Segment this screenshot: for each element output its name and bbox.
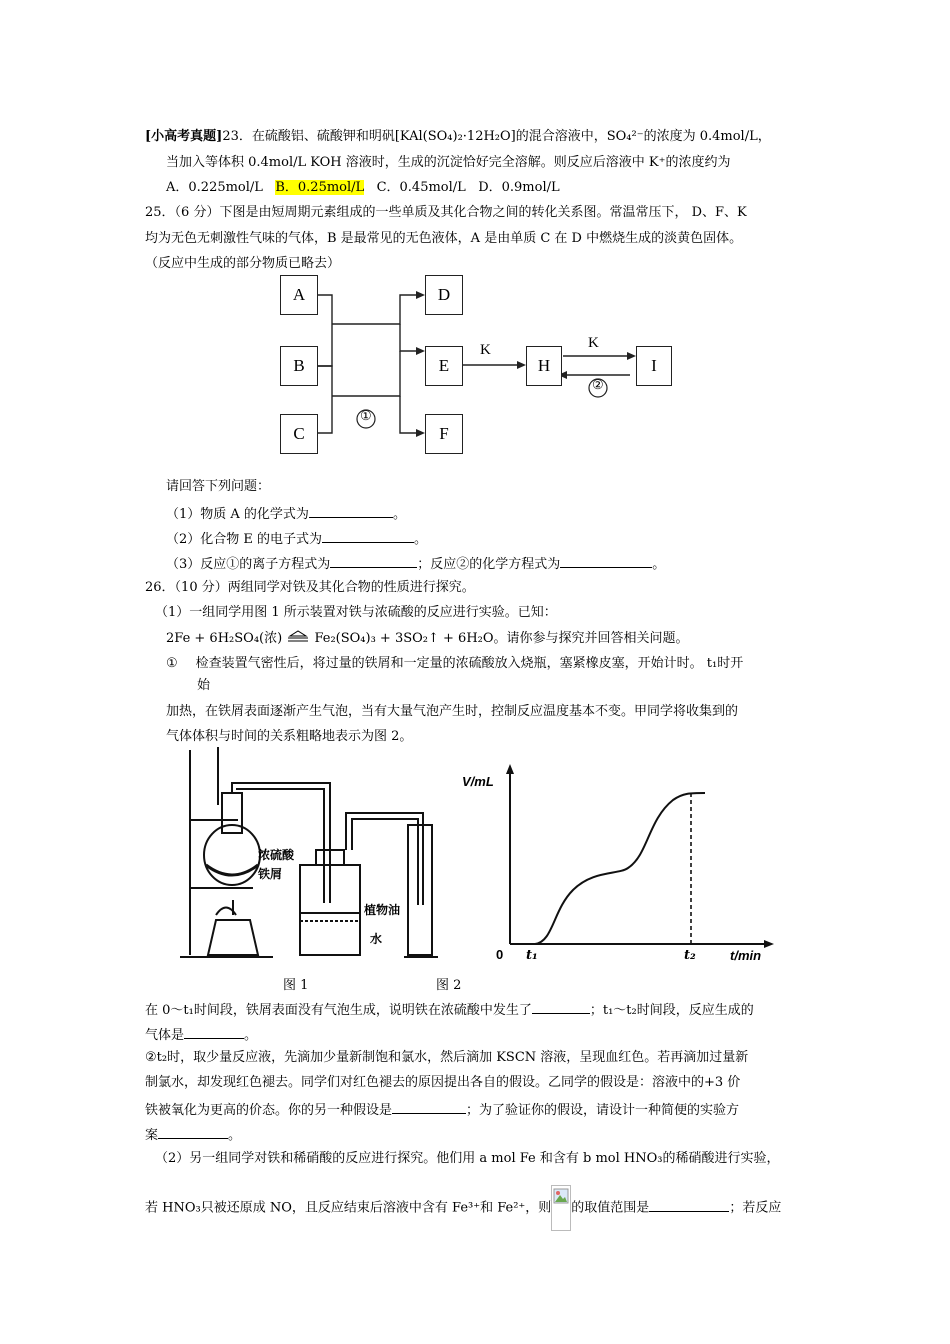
q25-sub2 [166,528,427,549]
equation-left: 2Fe + 6H₂SO₄(浓) [166,631,283,646]
answer-blank-6[interactable] [184,1024,244,1039]
figure-2-graph [458,760,778,970]
q23-option-a: A．0.225mol/L [166,180,263,195]
node-c: C [280,414,318,454]
answer-blank-9[interactable] [649,1197,729,1212]
q25-line3: （反应中生成的部分物质已略去） [145,256,341,271]
q26-p3a: （2）另一组同学对铁和稀硝酸的反应进行探究。他们用 a mol Fe 和含有 b mol HNO₃的稀硝酸进行实验， [155,1151,780,1166]
broken-image-icon [551,1185,571,1231]
p3b-end: ；若反应 [729,1200,782,1216]
node-i: I [636,346,672,386]
q25-sub3b-text: ；反应②的化学方程式为 [417,557,561,572]
answer-blank-8[interactable] [158,1124,228,1139]
answer-blank-3[interactable] [330,553,417,568]
q23-line2: 当加入等体积 0.4mol/L KOH 溶液时，生成的沉淀恰好完全溶解。则反应后溶液中 K⁺的浓度约为 [166,155,731,170]
q25-sub2-text: （2）化合物 E 的电子式为 [166,532,323,547]
q26-equation [166,630,689,648]
q25-line2: 均为无色无刺激性气味的气体，B 是最常见的无色液体，A 是由单质 C 在 D 中燃烧生成的淡黄色固体。 [145,231,743,246]
q25-sub3a-text: （3）反应①的离子方程式为 [166,557,331,572]
q23-tag: [小高考真题] [145,129,223,144]
q26-p2b: 制氯水，却发现红色褪去。同学们对红色褪去的原因提出各自的假设。乙同学的假设是：溶液中的+3 价 [145,1075,741,1090]
p3b-mid: 的取值范围是 [571,1200,650,1216]
answer-blank-4[interactable] [560,553,652,568]
q25-flow-diagram [280,272,672,455]
reaction-1-label: ① [360,409,372,424]
heating-equals-icon [286,630,310,644]
graph-x-label: t/min [730,948,762,963]
q25-prompt: 请回答下列问题： [166,479,271,494]
q26-step1 [166,655,743,673]
q23-options [166,179,560,197]
answer-blank-7[interactable] [392,1099,466,1114]
answer-blank-1[interactable] [309,503,393,518]
figure-2-caption: 图 2 [436,978,462,993]
node-e: E [425,346,463,386]
q26-step1b: 始 [197,678,211,693]
node-h: H [526,346,562,386]
graph-t1: t₁ [526,948,538,963]
graph-origin: 0 [496,947,504,962]
arrow-label-k2: K [588,335,599,351]
label-vegetable-oil: 植物油 [364,903,401,917]
node-d: D [425,275,463,315]
step1-number: ① [166,656,178,671]
q26-line2: （1）一组同学用图 1 所示装置对铁与浓硫酸的反应进行实验。已知： [155,605,557,620]
p2d-text: 案 [145,1128,159,1143]
p1c-end: 。 [244,1028,258,1043]
figure-1-apparatus [178,745,456,967]
q25-sub3-end: 。 [652,557,666,572]
q25-line1: 25．（6 分）下图是由短周期元素组成的一些单质及其化合物之间的转化关系图。常温常压下， D、F、K [145,205,747,220]
q26-p3b [145,1185,781,1231]
graph-t2: t₂ [684,948,696,963]
q25-sub1-end: 。 [392,507,406,522]
answer-blank-2[interactable] [322,528,414,543]
arrow-label-k1: K [480,342,491,358]
p2c-end: ；为了验证你的假设，请设计一种简便的实验方 [466,1103,740,1118]
equation-right: Fe₂(SO₄)₃ + 3SO₂↑ + 6H₂O。请你参与探究并回答相关问题。 [314,631,689,646]
q23-option-b: B．0.25mol/L [275,180,365,195]
answer-blank-5[interactable] [532,999,590,1014]
step1-text: 检查装置气密性后，将过量的铁屑和一定量的浓硫酸放入烧瓶，塞紧橡皮塞，开始计时。 t₁时开 [195,656,744,671]
p1c-text: 气体是 [145,1028,185,1043]
p1a-text: 在 0～t₁时间段，铁屑表面没有气泡生成，说明铁在浓硫酸中发生了 [145,1003,532,1018]
q26-p1a [145,999,754,1020]
node-b: B [280,346,318,386]
q26-p2d [145,1124,241,1145]
q25-sub2-end: 。 [414,532,428,547]
node-f: F [425,414,463,454]
q23-line1-text: 23．在硫酸铝、硫酸钾和明矾[KAl(SO₄)₂·12H₂O]的混合溶液中，SO₄²⁻的浓度为 0.4mol/L， [222,129,771,144]
q26-line1: 26．（10 分）两组同学对铁及其化合物的性质进行探究。 [145,580,475,595]
q25-sub3 [166,553,665,574]
p3b-text: 若 HNO₃只被还原成 NO，且反应结束后溶液中含有 Fe³⁺和 Fe²⁺，则 [145,1200,552,1216]
p2d-end: 。 [228,1128,242,1143]
label-water: 水 [370,932,383,946]
q26-p1c [145,1024,257,1045]
q23-line1 [145,128,771,146]
label-conc-sulfuric-acid: 浓硫酸 [258,848,295,862]
q25-sub1-text: （1）物质 A 的化学式为 [166,507,309,522]
q25-sub1 [166,503,406,524]
flow-connectors [280,272,672,455]
q23-option-d: D．0.9mol/L [478,180,560,195]
q26-p2a: ②t₂时，取少量反应液，先滴加少量新制饱和氯水，然后滴加 KSCN 溶液，呈现血红色。若再滴加过量新 [145,1050,749,1065]
p2c-text: 铁被氧化为更高的价态。你的另一种假设是 [145,1103,393,1118]
volume-time-plot [458,760,778,970]
q26-heat-line: 加热，在铁屑表面逐渐产生气泡，当有大量气泡产生时，控制反应温度基本不变。甲同学将收集到的 [166,704,739,719]
label-iron-filings: 铁屑 [258,867,283,881]
apparatus-drawing [178,745,456,967]
q23-option-c: C．0.45mol/L [376,180,466,195]
p1b-text: ；t₁～t₂时间段，反应生成的 [589,1003,754,1018]
q26-p2c [145,1099,739,1120]
q26-vol-line: 气体体积与时间的关系粗略地表示为图 2。 [166,729,413,744]
graph-y-label: V/mL [462,774,494,789]
figure-1-caption: 图 1 [283,978,309,993]
node-a: A [280,275,318,315]
reaction-2-label: ② [592,378,604,393]
